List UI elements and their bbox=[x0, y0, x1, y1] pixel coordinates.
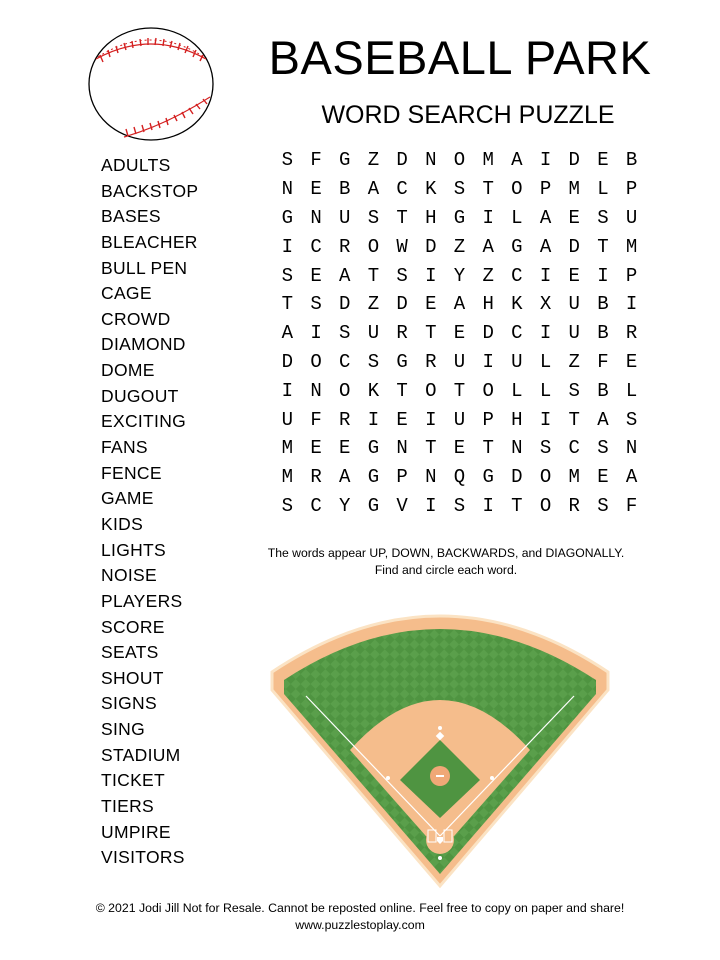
grid-cell[interactable]: C bbox=[568, 437, 580, 460]
grid-cell[interactable]: E bbox=[310, 178, 322, 201]
grid-cell[interactable]: A bbox=[539, 235, 552, 258]
puzzle-subtitle: WORD SEARCH PUZZLE bbox=[321, 101, 615, 129]
grid-row bbox=[273, 146, 646, 175]
grid-cell[interactable]: I bbox=[625, 293, 638, 316]
letter-grid bbox=[273, 146, 646, 520]
grid-cell[interactable]: T bbox=[396, 379, 408, 402]
grid-cell[interactable]: N bbox=[425, 149, 437, 172]
grid-cell[interactable]: T bbox=[453, 379, 466, 402]
grid-cell[interactable]: B bbox=[597, 322, 609, 345]
instructions-line-1: The words appear UP, DOWN, BACKWARDS, and DIAGONALLY. bbox=[267, 546, 625, 560]
grid-cell[interactable]: G bbox=[281, 206, 294, 229]
grid-row bbox=[273, 405, 646, 434]
grid-cell[interactable]: F bbox=[310, 149, 322, 172]
grid-cell[interactable]: F bbox=[310, 408, 322, 431]
word-list-item: PLAYERS bbox=[101, 590, 183, 611]
grid-cell[interactable]: K bbox=[367, 379, 380, 402]
grid-cell[interactable]: E bbox=[339, 437, 351, 460]
baseball-icon bbox=[86, 25, 216, 143]
grid-cell[interactable]: E bbox=[310, 437, 322, 460]
grid-cell[interactable]: O bbox=[539, 494, 552, 517]
grid-cell[interactable]: S bbox=[539, 437, 552, 460]
instructions bbox=[246, 545, 646, 579]
word-list-item: TICKET bbox=[101, 770, 166, 791]
grid-cell[interactable]: G bbox=[396, 350, 408, 373]
grid-cell[interactable]: T bbox=[482, 437, 494, 460]
grid-cell[interactable]: P bbox=[625, 264, 638, 287]
grid-cell[interactable]: U bbox=[453, 350, 466, 373]
grid-cell[interactable]: I bbox=[539, 149, 552, 172]
instructions-line-2: Find and circle each word. bbox=[374, 563, 518, 577]
grid-cell[interactable]: E bbox=[597, 149, 609, 172]
grid-cell[interactable]: D bbox=[568, 235, 580, 258]
grid-cell[interactable]: L bbox=[539, 350, 552, 373]
word-list-item: EXCITING bbox=[101, 411, 187, 432]
grid-cell[interactable]: Y bbox=[453, 264, 466, 287]
grid-cell[interactable]: C bbox=[396, 178, 408, 201]
grid-cell[interactable]: S bbox=[281, 494, 294, 517]
word-list-item: UMPIRE bbox=[101, 821, 171, 842]
word-list-item: BACKSTOP bbox=[101, 180, 199, 201]
grid-cell[interactable]: H bbox=[425, 206, 437, 229]
grid-cell[interactable]: O bbox=[310, 350, 322, 373]
grid-cell[interactable]: S bbox=[339, 322, 351, 345]
grid-row bbox=[273, 492, 646, 521]
grid-cell[interactable]: O bbox=[453, 149, 466, 172]
grid-cell[interactable]: D bbox=[482, 322, 494, 345]
grid-cell[interactable]: N bbox=[396, 437, 408, 460]
footer bbox=[0, 900, 720, 934]
grid-cell[interactable]: D bbox=[281, 350, 294, 373]
grid-cell[interactable]: G bbox=[482, 466, 494, 489]
grid-cell[interactable]: P bbox=[396, 466, 408, 489]
word-list-item: SEATS bbox=[101, 642, 159, 663]
grid-cell[interactable]: I bbox=[425, 408, 437, 431]
grid-cell[interactable]: U bbox=[339, 206, 351, 229]
grid-cell[interactable]: I bbox=[425, 494, 437, 517]
grid-cell[interactable]: T bbox=[425, 322, 437, 345]
grid-row bbox=[273, 175, 646, 204]
grid-cell[interactable]: Q bbox=[453, 466, 466, 489]
grid-cell[interactable]: A bbox=[511, 149, 523, 172]
grid-cell[interactable]: S bbox=[625, 408, 638, 431]
word-list-item: SCORE bbox=[101, 616, 165, 637]
grid-cell[interactable]: E bbox=[597, 466, 609, 489]
grid-cell[interactable]: N bbox=[425, 466, 437, 489]
grid-cell[interactable]: T bbox=[482, 178, 494, 201]
grid-cell[interactable]: E bbox=[396, 408, 408, 431]
grid-row bbox=[273, 261, 646, 290]
word-list-item: DIAMOND bbox=[101, 334, 186, 355]
grid-cell[interactable]: E bbox=[310, 264, 322, 287]
grid-cell[interactable]: N bbox=[625, 437, 638, 460]
grid-cell[interactable]: M bbox=[568, 178, 580, 201]
grid-cell[interactable]: L bbox=[511, 379, 523, 402]
word-list-item: GAME bbox=[101, 488, 154, 509]
grid-cell[interactable]: G bbox=[367, 494, 380, 517]
word-list-item: DOME bbox=[101, 360, 155, 381]
grid-cell[interactable]: D bbox=[425, 235, 437, 258]
grid-cell[interactable]: A bbox=[367, 178, 380, 201]
word-list-item: KIDS bbox=[101, 513, 144, 534]
word-list-item: LIGHTS bbox=[101, 539, 167, 560]
grid-cell[interactable]: O bbox=[539, 466, 552, 489]
grid-cell[interactable]: A bbox=[597, 408, 609, 431]
grid-cell[interactable]: Z bbox=[482, 264, 494, 287]
word-list-item: FENCE bbox=[101, 462, 162, 483]
grid-cell[interactable]: D bbox=[396, 293, 408, 316]
grid-cell[interactable]: E bbox=[453, 322, 466, 345]
grid-cell[interactable]: G bbox=[453, 206, 466, 229]
grid-cell[interactable]: A bbox=[281, 322, 294, 345]
word-list-item: FANS bbox=[101, 437, 148, 458]
grid-cell[interactable]: E bbox=[568, 206, 580, 229]
grid-row bbox=[273, 204, 646, 233]
grid-cell[interactable]: S bbox=[367, 206, 380, 229]
grid-cell[interactable]: G bbox=[511, 235, 523, 258]
grid-cell[interactable]: C bbox=[339, 350, 351, 373]
grid-cell[interactable]: L bbox=[539, 379, 552, 402]
grid-cell[interactable]: S bbox=[367, 350, 380, 373]
grid-cell[interactable]: Z bbox=[453, 235, 466, 258]
grid-row bbox=[273, 290, 646, 319]
grid-cell[interactable]: S bbox=[281, 264, 294, 287]
grid-cell[interactable]: T bbox=[396, 206, 408, 229]
grid-cell[interactable]: D bbox=[339, 293, 351, 316]
grid-cell[interactable]: I bbox=[367, 408, 380, 431]
grid-cell[interactable]: C bbox=[511, 264, 523, 287]
grid-cell[interactable]: S bbox=[597, 437, 609, 460]
grid-cell[interactable]: C bbox=[511, 322, 523, 345]
grid-cell[interactable]: R bbox=[625, 322, 638, 345]
grid-cell[interactable]: I bbox=[539, 322, 552, 345]
word-list-item: STADIUM bbox=[101, 744, 181, 765]
word-list-item: CAGE bbox=[101, 283, 152, 304]
word-list-item: SING bbox=[101, 719, 145, 740]
grid-cell[interactable]: M bbox=[482, 149, 494, 172]
grid-cell[interactable]: G bbox=[367, 437, 380, 460]
grid-cell[interactable]: V bbox=[396, 494, 408, 517]
grid-cell[interactable]: Z bbox=[568, 350, 580, 373]
grid-cell[interactable]: R bbox=[339, 408, 351, 431]
grid-cell[interactable]: A bbox=[625, 466, 638, 489]
word-list-item: CROWD bbox=[101, 308, 171, 329]
grid-cell[interactable]: B bbox=[597, 379, 609, 402]
grid-cell[interactable]: S bbox=[597, 206, 609, 229]
grid-cell[interactable]: D bbox=[511, 466, 523, 489]
baseball-diamond-icon bbox=[266, 590, 614, 890]
grid-cell[interactable]: H bbox=[511, 408, 523, 431]
grid-cell[interactable]: M bbox=[281, 466, 294, 489]
grid-cell[interactable]: L bbox=[511, 206, 523, 229]
grid-cell[interactable]: E bbox=[568, 264, 580, 287]
word-list-item: VISITORS bbox=[101, 847, 185, 868]
grid-cell[interactable]: I bbox=[482, 350, 494, 373]
grid-row bbox=[273, 319, 646, 348]
grid-cell[interactable]: R bbox=[568, 494, 580, 517]
grid-cell[interactable]: N bbox=[511, 437, 523, 460]
grid-cell[interactable]: P bbox=[625, 178, 638, 201]
grid-cell[interactable]: O bbox=[482, 379, 494, 402]
grid-cell[interactable]: K bbox=[425, 178, 437, 201]
grid-cell[interactable]: I bbox=[597, 264, 609, 287]
grid-cell[interactable]: M bbox=[625, 235, 638, 258]
grid-cell[interactable]: S bbox=[310, 293, 322, 316]
grid-row bbox=[273, 348, 646, 377]
grid-cell[interactable]: A bbox=[339, 264, 351, 287]
grid-cell[interactable]: D bbox=[568, 149, 580, 172]
grid-cell[interactable]: U bbox=[568, 322, 580, 345]
grid-cell[interactable]: L bbox=[597, 178, 609, 201]
grid-cell[interactable]: I bbox=[482, 494, 494, 517]
grid-cell[interactable]: H bbox=[482, 293, 494, 316]
word-list-item: BLEACHER bbox=[101, 231, 198, 252]
grid-row bbox=[273, 232, 646, 261]
grid-cell[interactable]: I bbox=[310, 322, 322, 345]
grid-cell[interactable]: A bbox=[482, 235, 494, 258]
grid-cell[interactable]: U bbox=[625, 206, 638, 229]
word-list-item: BULL PEN bbox=[101, 257, 188, 278]
grid-cell[interactable]: K bbox=[511, 293, 523, 316]
grid-cell[interactable]: T bbox=[597, 235, 609, 258]
grid-cell[interactable]: L bbox=[625, 379, 638, 402]
grid-cell[interactable]: I bbox=[482, 206, 494, 229]
grid-cell[interactable]: P bbox=[482, 408, 494, 431]
grid-cell[interactable]: T bbox=[281, 293, 294, 316]
grid-cell[interactable]: I bbox=[539, 264, 552, 287]
grid-row bbox=[273, 463, 646, 492]
grid-cell[interactable]: B bbox=[625, 149, 638, 172]
grid-cell[interactable]: S bbox=[396, 264, 408, 287]
grid-cell[interactable]: N bbox=[281, 178, 294, 201]
grid-cell[interactable]: C bbox=[310, 494, 322, 517]
grid-row bbox=[273, 376, 646, 405]
grid-row bbox=[273, 434, 646, 463]
grid-cell[interactable]: I bbox=[281, 235, 294, 258]
grid-cell[interactable]: M bbox=[568, 466, 580, 489]
grid-cell[interactable]: U bbox=[511, 350, 523, 373]
grid-cell[interactable]: G bbox=[367, 466, 380, 489]
grid-cell[interactable]: R bbox=[396, 322, 408, 345]
grid-cell[interactable]: S bbox=[597, 494, 609, 517]
grid-cell[interactable]: O bbox=[339, 379, 351, 402]
grid-cell[interactable]: U bbox=[367, 322, 380, 345]
copyright-notice: © 2021 Jodi Jill Not for Resale. Cannot be reposted online. Feel free to copy on paper and share! bbox=[95, 901, 625, 915]
puzzle-title: BASEBALL PARK bbox=[268, 31, 652, 84]
grid-cell[interactable]: N bbox=[310, 206, 322, 229]
grid-cell[interactable]: U bbox=[281, 408, 294, 431]
grid-cell[interactable]: I bbox=[425, 264, 437, 287]
grid-cell[interactable]: P bbox=[539, 178, 552, 201]
grid-cell[interactable]: U bbox=[568, 293, 580, 316]
grid-cell[interactable]: T bbox=[425, 437, 437, 460]
grid-cell[interactable]: W bbox=[396, 235, 408, 258]
grid-cell[interactable]: S bbox=[453, 178, 466, 201]
grid-cell[interactable]: I bbox=[539, 408, 552, 431]
grid-cell[interactable]: Z bbox=[367, 293, 380, 316]
grid-cell[interactable]: O bbox=[425, 379, 437, 402]
grid-cell[interactable]: N bbox=[310, 379, 322, 402]
word-list-item: NOISE bbox=[101, 565, 157, 586]
word-list-item: SIGNS bbox=[101, 693, 157, 714]
grid-cell[interactable]: B bbox=[339, 178, 351, 201]
word-list-item: SHOUT bbox=[101, 667, 164, 688]
word-list-item: TIERS bbox=[101, 796, 155, 817]
grid-cell[interactable]: X bbox=[539, 293, 552, 316]
grid-cell[interactable]: U bbox=[453, 408, 466, 431]
grid-cell[interactable]: O bbox=[367, 235, 380, 258]
grid-cell[interactable]: O bbox=[511, 178, 523, 201]
grid-cell[interactable]: G bbox=[339, 149, 351, 172]
grid-cell[interactable]: F bbox=[625, 494, 638, 517]
grid-cell[interactable]: T bbox=[511, 494, 523, 517]
word-list-item: BASES bbox=[101, 206, 161, 227]
grid-cell[interactable]: A bbox=[339, 466, 351, 489]
grid-cell[interactable]: Z bbox=[367, 149, 380, 172]
grid-cell[interactable]: E bbox=[453, 437, 466, 460]
grid-cell[interactable]: Y bbox=[339, 494, 351, 517]
grid-cell[interactable]: A bbox=[453, 293, 466, 316]
grid-cell[interactable]: B bbox=[597, 293, 609, 316]
grid-cell[interactable]: I bbox=[281, 379, 294, 402]
grid-cell[interactable]: C bbox=[310, 235, 322, 258]
word-list-item: DUGOUT bbox=[101, 385, 179, 406]
grid-cell[interactable]: S bbox=[453, 494, 466, 517]
grid-cell[interactable]: M bbox=[281, 437, 294, 460]
grid-cell[interactable]: T bbox=[568, 408, 580, 431]
grid-cell[interactable]: E bbox=[625, 350, 638, 373]
grid-cell[interactable]: R bbox=[339, 235, 351, 258]
word-list-item: ADULTS bbox=[101, 155, 171, 175]
grid-cell[interactable]: R bbox=[425, 350, 437, 373]
grid-cell[interactable]: D bbox=[396, 149, 408, 172]
grid-cell[interactable]: T bbox=[367, 264, 380, 287]
word-list bbox=[101, 153, 198, 871]
grid-cell[interactable]: F bbox=[597, 350, 609, 373]
grid-cell[interactable]: S bbox=[568, 379, 580, 402]
grid-cell[interactable]: S bbox=[281, 149, 294, 172]
grid-cell[interactable]: R bbox=[310, 466, 322, 489]
grid-cell[interactable]: E bbox=[425, 293, 437, 316]
website-url: www.puzzlestoplay.com bbox=[295, 918, 425, 932]
grid-cell[interactable]: A bbox=[539, 206, 552, 229]
